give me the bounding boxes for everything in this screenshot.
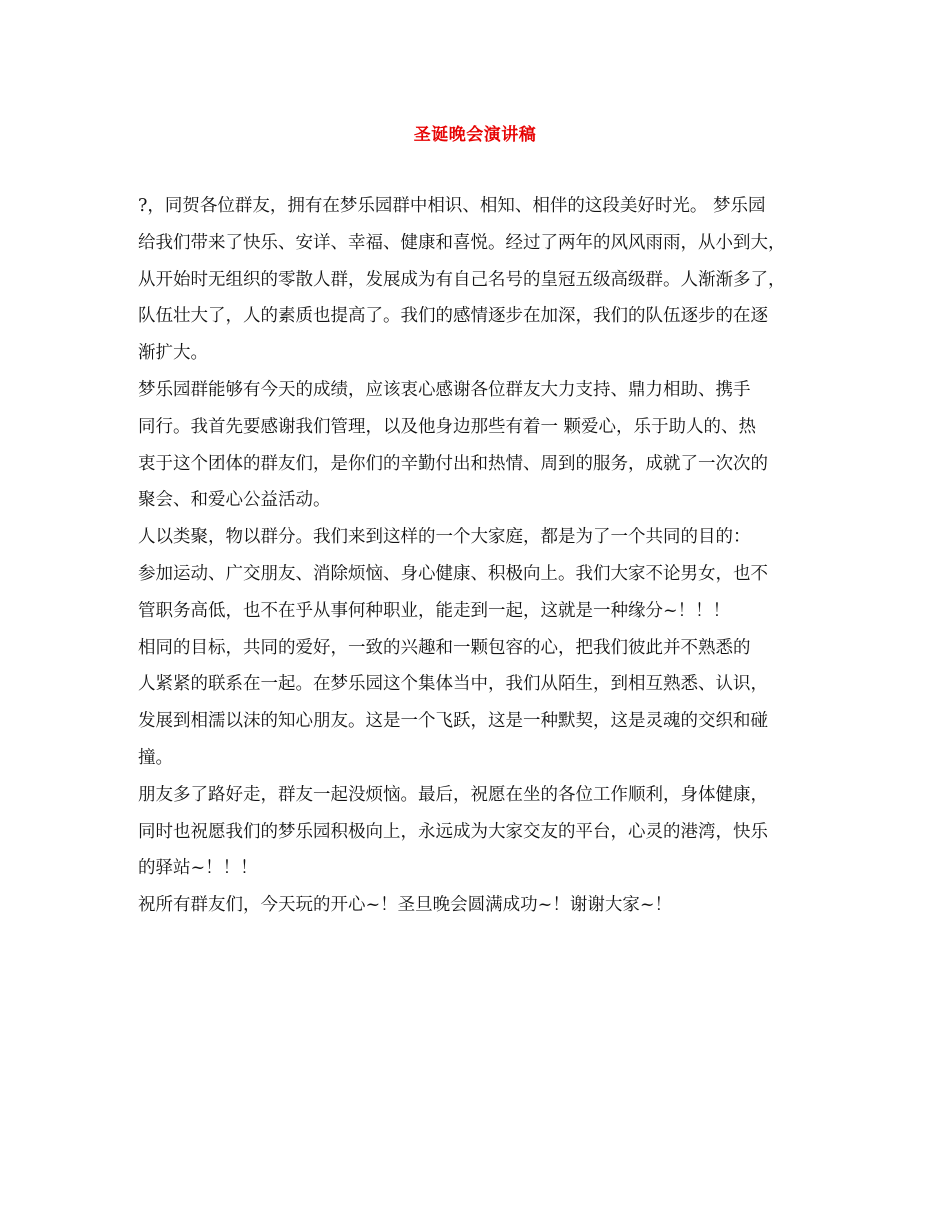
text-line: 发展到相濡以沫的知心朋友。这是一个飞跃，这是一种默契，这是灵魂的交织和碰	[138, 711, 768, 732]
text-line: 人以类聚，物以群分。我们来到这样的一个大家庭，都是为了一个共同的目的：	[138, 527, 751, 548]
document-body	[138, 193, 814, 929]
text-line: 管职务高低，也不在乎从事何种职业，能走到一起，这就是一种缘分~！！！	[138, 600, 731, 621]
text-line: 人紧紧的联系在一起。在梦乐园这个集体当中，我们从陌生，到相互熟悉、认识，	[138, 674, 768, 695]
text-line: 衷于这个团体的群友们，是你们的辛勤付出和热情、周到的服务，成就了一次次的	[138, 453, 768, 474]
text-line: 参加运动、广交朋友、消除烦恼、身心健康、积极向上。我们大家不论男女，也不	[138, 563, 768, 584]
text-line: 队伍壮大了，人的素质也提高了。我们的感情逐步在加深，我们的队伍逐步的在逐	[138, 306, 768, 327]
text-line: 梦乐园群能够有今天的成绩，应该衷心感谢各位群友大力支持、鼎力相助、携手	[138, 379, 751, 400]
text-line: 朋友多了路好走，群友一起没烦恼。最后，祝愿在坐的各位工作顺利，身体健康，	[138, 784, 768, 805]
page-title: 圣诞晚会演讲稿	[413, 125, 537, 145]
text-line: 的驿站~！！！	[138, 858, 258, 879]
text-line: 相同的目标，共同的爱好，一致的兴趣和一颗包容的心，把我们彼此并不熟悉的	[138, 637, 751, 658]
text-line: 渐扩大。	[138, 343, 208, 364]
text-line: 聚会、和爱心公益活动。	[138, 490, 331, 511]
text-line: 撞。	[138, 747, 173, 768]
text-line: ?，同贺各位群友，拥有在梦乐园群中相识、相知、相伴的这段美好时光。 梦乐园	[138, 196, 766, 216]
text-line: 祝所有群友们，今天玩的开心~！圣旦晚会圆满成功~！谢谢大家~！	[138, 895, 672, 916]
text-line: 给我们带来了快乐、安详、幸福、健康和喜悦。经过了两年的风风雨雨，从小到大，	[138, 232, 786, 253]
text-line: 同时也祝愿我们的梦乐园积极向上，永远成为大家交友的平台，心灵的港湾，快乐	[138, 821, 768, 842]
text-line: 从开始时无组织的零散人群，发展成为有自己名号的皇冠五级高级群。人渐渐多了，	[138, 269, 786, 290]
text-line: 同行。我首先要感谢我们管理，以及他身边那些有着一 颗爱心，乐于助人的、热	[138, 416, 757, 437]
